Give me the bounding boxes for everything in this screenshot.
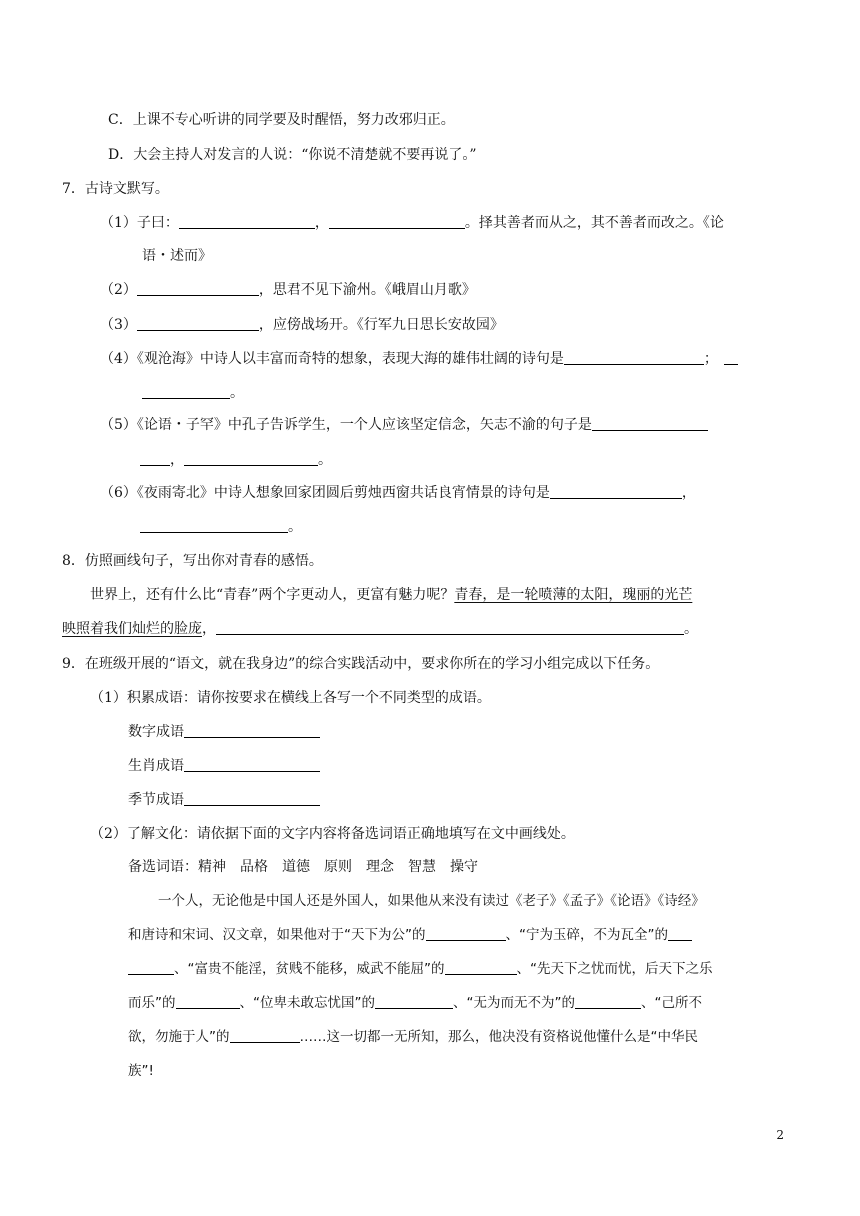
q7-item-4: （4）《观沧海》中诗人以丰富而奇特的想象，表现大海的雄伟壮阔的诗句是 ； xyxy=(100,350,738,368)
q7-item-1: （1）子曰： ， 。择其善者而从之，其不善者而改之。《论 xyxy=(100,215,724,231)
answer-blank[interactable] xyxy=(592,416,708,431)
culture-text-line-3: 、“富贵不能淫，贫贱不能移，威武不能屈”的 、“先天下之忧而忧，后天下之乐 xyxy=(128,960,713,978)
q7-item-3: （3） ，应傍战场开。《行军九日思长安故园》 xyxy=(100,317,504,333)
number-idiom-row: 数字成语 xyxy=(128,723,320,741)
answer-blank[interactable] xyxy=(445,960,517,975)
answer-blank[interactable] xyxy=(375,994,453,1009)
answer-blank[interactable] xyxy=(724,350,738,365)
q8-title: 8．仿照画线句子，写出你对青春的感悟。 xyxy=(62,553,323,569)
answer-blank[interactable] xyxy=(550,484,682,499)
answer-blank[interactable] xyxy=(668,926,692,941)
underlined-sentence: 映照着我们灿烂的脸庞 xyxy=(62,621,202,637)
answer-blank[interactable] xyxy=(184,757,320,772)
q7-item-5: （5）《论语・子罕》中孔子告诉学生，一个人应该坚定信念，矢志不渝的句子是 xyxy=(100,416,708,434)
answer-blank[interactable] xyxy=(140,451,170,466)
culture-text-line-5: 欲，勿施于人”的 ……这一切都一无所知，那么，他决没有资格说他懂什么是“中华民 xyxy=(128,1029,698,1045)
answer-blank[interactable] xyxy=(137,281,259,296)
answer-blank[interactable] xyxy=(184,791,320,806)
option-c: C．上课不专心听讲的同学要及时醒悟，努力改邪归正。 xyxy=(108,112,455,128)
zodiac-idiom-row: 生肖成语 xyxy=(128,757,320,775)
option-d: D．大会主持人对发言的人说：“你说不清楚就不要再说了。” xyxy=(108,147,477,163)
answer-blank[interactable] xyxy=(230,1028,300,1043)
q9-task-2: （2）了解文化：请依据下面的文字内容将备选词语正确地填写在文中画线处。 xyxy=(90,826,575,842)
answer-blank[interactable] xyxy=(426,926,506,941)
q8-paragraph-line-2: 映照着我们灿烂的脸庞， 。 xyxy=(62,621,698,637)
culture-text-line-6: 族”! xyxy=(128,1063,154,1079)
q9-task-1: （1）积累成语：请你按要求在横线上各写一个不同类型的成语。 xyxy=(90,690,491,706)
q8-paragraph-line-1: 世界上，还有什么比“青春”两个字更动人，更富有魅力呢？青春，是一轮喷薄的太阳，瑰丽的光芒 xyxy=(90,587,693,603)
answer-blank[interactable] xyxy=(575,994,641,1009)
q7-item-6-cont: 。 xyxy=(140,518,302,536)
culture-text-line-4: 而乐”的 、“位卑未敢忘忧国”的 、“无为而无不为”的 、“己所不 xyxy=(128,995,702,1011)
answer-blank[interactable] xyxy=(176,994,240,1009)
answer-blank[interactable] xyxy=(140,518,288,533)
answer-blank[interactable] xyxy=(564,350,704,365)
answer-blank[interactable] xyxy=(128,960,174,975)
q7-item-1-cont: 语・述而》 xyxy=(142,248,212,264)
answer-blank[interactable] xyxy=(184,451,318,466)
q7-title: 7．古诗文默写。 xyxy=(62,181,169,197)
answer-blank[interactable] xyxy=(184,723,320,738)
candidate-words: 备选词语：精神 品格 道德 原则 理念 智慧 操守 xyxy=(128,859,478,875)
answer-blank[interactable] xyxy=(329,214,465,229)
q9-title: 9．在班级开展的“语文，就在我身边”的综合实践活动中，要求你所在的学习小组完成以下任务。 xyxy=(62,656,660,672)
q7-item-5-cont: ， 。 xyxy=(140,451,332,469)
culture-text-line-1: 一个人，无论他是中国人还是外国人，如果他从来没有读过《老子》《孟子》《论语》《诗经》 xyxy=(158,893,705,909)
underlined-sentence: 青春，是一轮喷薄的太阳，瑰丽的光芒 xyxy=(454,587,693,603)
season-idiom-row: 季节成语 xyxy=(128,791,320,809)
answer-blank[interactable] xyxy=(137,316,259,331)
answer-blank[interactable] xyxy=(216,620,684,635)
answer-blank[interactable] xyxy=(142,384,230,399)
page-number: 2 xyxy=(776,1128,784,1142)
culture-text-line-2: 和唐诗和宋词、汉文章，如果他对于“天下为公”的 、“宁为玉碎，不为瓦全”的 xyxy=(128,926,692,944)
answer-blank[interactable] xyxy=(179,214,315,229)
q7-item-6: （6）《夜雨寄北》中诗人想象回家团圆后剪烛西窗共话良宵情景的诗句是 ， xyxy=(100,485,696,501)
q7-item-4-cont: 。 xyxy=(142,384,244,402)
q7-item-2: （2） ，思君不见下渝州。《峨眉山月歌》 xyxy=(100,282,476,298)
